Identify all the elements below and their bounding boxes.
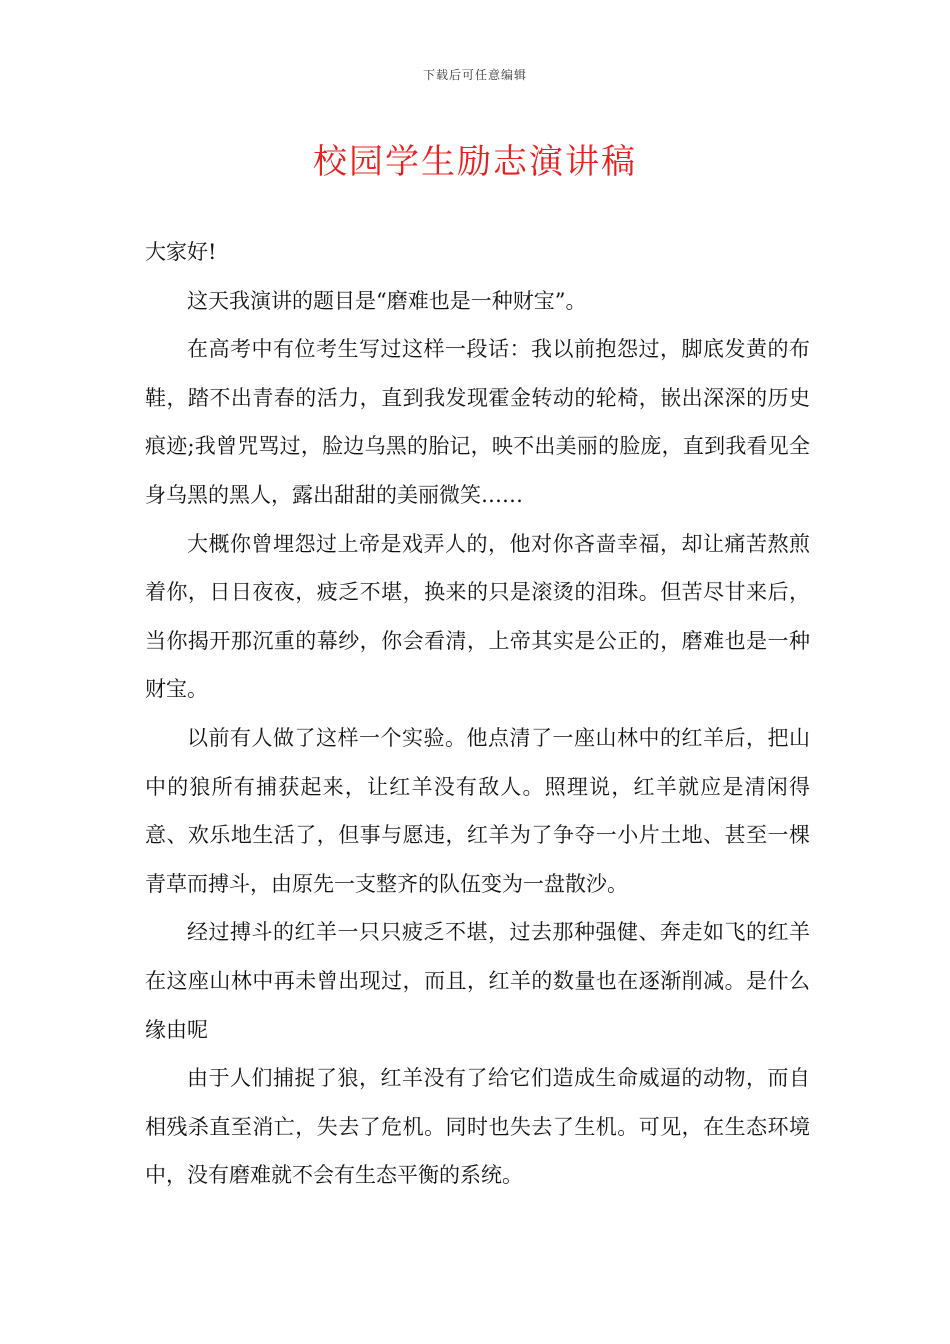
document-title: 校园学生励志演讲稿 [313,142,637,182]
body-paragraph: 这天我演讲的题目是“磨难也是一种财宝”。 [187,288,587,313]
document-body [145,228,810,1200]
body-paragraph: 在高考中有位考生写过这样一段话：我以前抱怨过，脚底发黄的布鞋，踏不出青春的活力，直到我发现霍金转动的轮椅，嵌出深深的历史痕迹;我曾咒骂过，脸边乌黑的胎记，映不出美丽的脸庞，直到我看见全身乌黑的黑人，露出甜甜的美丽微笑…… [145,337,810,507]
body-paragraph: 以前有人做了这样一个实验。他点清了一座山林中的红羊后，把山中的狼所有捕获起来，让红羊没有敌人。照理说，红羊就应是清闲得意、欢乐地生活了，但事与愿违，红羊为了争夺一小片土地、甚至一棵青草而搏斗，由原先一支整齐的队伍变为一盘散沙。 [145,725,810,896]
body-paragraph: 经过搏斗的红羊一只只疲乏不堪，过去那种强健、奔走如飞的红羊在这座山林中再未曾出现过，而且，红羊的数量也在逐渐削减。是什么缘由呢 [145,920,810,1042]
greeting-paragraph: 大家好! [145,240,217,264]
body-paragraph: 大概你曾埋怨过上帝是戏弄人的，他对你吝啬幸福，却让痛苦熬煎着你，日日夜夜，疲乏不堪，换来的只是滚烫的泪珠。但苦尽甘来后，当你揭开那沉重的幕纱，你会看清，上帝其实是公正的，磨难也是一种财宝。 [145,531,810,702]
body-paragraph: 由于人们捕捉了狼，红羊没有了给它们造成生命威逼的动物，而自相残杀直至消亡，失去了危机。同时也失去了生机。可见，在生态环境中，没有磨难就不会有生态平衡的系统。 [145,1066,810,1188]
page-header-note: 下载后可任意编辑 [422,68,527,82]
